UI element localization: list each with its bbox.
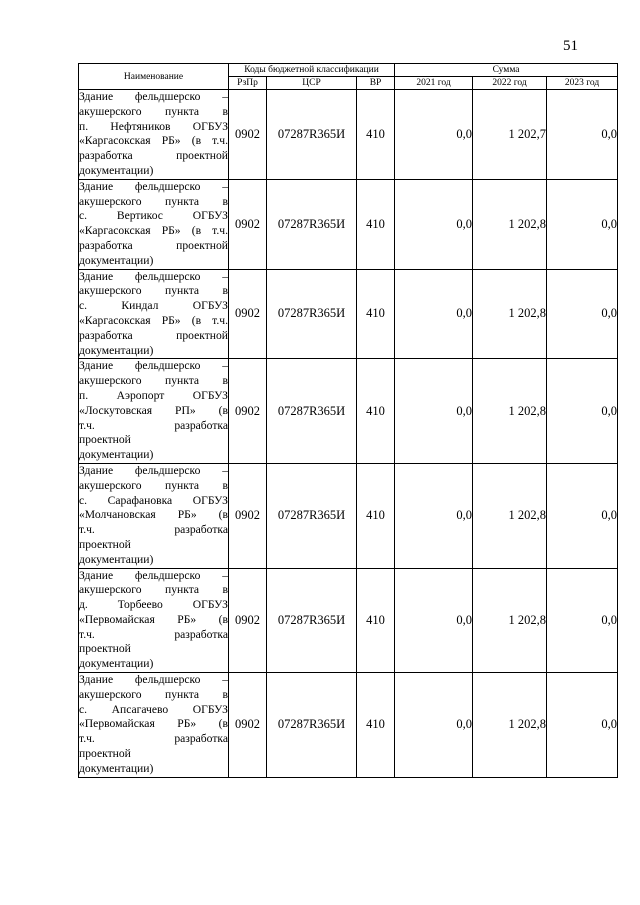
table-row [79,568,618,673]
row-name-line: п. Аэропорт ОГБУЗ [79,388,228,402]
table-row [79,90,618,180]
table-row [79,179,618,269]
row-sum-2023: 0,0 [547,568,618,673]
header-2021: 2021 год [395,77,473,90]
row-rzpr: 0902 [229,359,267,464]
row-sum-2021: 0,0 [395,179,473,269]
header-name: Наименование [79,64,229,90]
row-name-line: проектной [79,642,131,656]
row-name-line: документации) [79,448,154,462]
budget-table [78,63,618,778]
row-name-line: документации) [79,657,154,671]
row-name-line: с. Вертикос ОГБУЗ [79,209,228,223]
table-row [79,673,618,778]
table-row [79,359,618,464]
header-csr: ЦСР [267,77,357,90]
row-sum-2021: 0,0 [395,673,473,778]
row-csr: 07287R365И [267,463,357,568]
row-sum-2023: 0,0 [547,90,618,180]
row-vr: 410 [357,463,395,568]
row-sum-2022: 1 202,7 [473,90,547,180]
table-row [79,463,618,568]
page-number: 51 [563,38,578,54]
row-name-cell [79,673,229,778]
row-csr: 07287R365И [267,269,357,359]
row-name-line: разработка проектной [79,328,228,342]
row-name-line: документации) [79,253,154,267]
row-name-line: «Лоскутовская РП» (в [79,403,228,417]
row-name-line: акушерского пункта в [79,104,228,118]
row-rzpr: 0902 [229,90,267,180]
row-name-line: т.ч. разработка [79,732,228,746]
row-sum-2023: 0,0 [547,359,618,464]
row-vr: 410 [357,90,395,180]
row-sum-2022: 1 202,8 [473,179,547,269]
row-vr: 410 [357,673,395,778]
row-csr: 07287R365И [267,179,357,269]
header-rzpr: РзПр [229,77,267,90]
row-name-line: разработка проектной [79,238,228,252]
row-vr: 410 [357,568,395,673]
row-name-line: с. Киндал ОГБУЗ [79,299,228,313]
row-name-line: «Каргасокская РБ» (в т.ч. [79,134,228,148]
row-name-cell [79,568,229,673]
row-name-line: д. Торбеево ОГБУЗ [79,598,228,612]
header-2022: 2022 год [473,77,547,90]
row-name-line: проектной [79,433,131,447]
row-rzpr: 0902 [229,179,267,269]
row-name-line: проектной [79,537,131,551]
row-sum-2021: 0,0 [395,359,473,464]
row-name-line: акушерского пункта в [79,478,228,492]
row-rzpr: 0902 [229,568,267,673]
row-sum-2023: 0,0 [547,179,618,269]
row-name-line: Здание фельдшерско – [79,673,228,687]
row-name-cell [79,90,229,180]
row-name-cell [79,463,229,568]
header-codes-group: Коды бюджетной классификации [229,64,395,77]
row-name-line: «Молчановская РБ» (в [79,508,228,522]
row-csr: 07287R365И [267,90,357,180]
row-name-line: акушерского пункта в [79,583,228,597]
header-2023: 2023 год [547,77,618,90]
row-sum-2022: 1 202,8 [473,269,547,359]
row-name-line: т.ч. разработка [79,627,228,641]
row-vr: 410 [357,269,395,359]
row-name-line: разработка проектной [79,149,228,163]
row-sum-2021: 0,0 [395,90,473,180]
row-name-line: «Первомайская РБ» (в [79,717,228,731]
row-name-line: документации) [79,761,154,775]
row-csr: 07287R365И [267,359,357,464]
row-csr: 07287R365И [267,568,357,673]
row-sum-2021: 0,0 [395,463,473,568]
row-name-line: т.ч. разработка [79,418,228,432]
row-sum-2022: 1 202,8 [473,463,547,568]
header-vr: ВР [357,77,395,90]
row-vr: 410 [357,179,395,269]
row-name-line: с. Сарафановка ОГБУЗ [79,493,228,507]
row-name-line: акушерского пункта в [79,687,228,701]
row-name-cell [79,269,229,359]
row-name-line: документации) [79,552,154,566]
row-name-line: «Каргасокская РБ» (в т.ч. [79,224,228,238]
row-name-cell [79,179,229,269]
row-name-line: Здание фельдшерско – [79,179,228,193]
row-name-cell [79,359,229,464]
row-vr: 410 [357,359,395,464]
row-sum-2022: 1 202,8 [473,673,547,778]
row-name-line: «Каргасокская РБ» (в т.ч. [79,313,228,327]
row-rzpr: 0902 [229,463,267,568]
row-name-line: документации) [79,163,154,177]
row-sum-2022: 1 202,8 [473,359,547,464]
row-name-line: п. Нефтяников ОГБУЗ [79,119,228,133]
row-sum-2023: 0,0 [547,673,618,778]
row-name-line: Здание фельдшерско – [79,463,228,477]
row-csr: 07287R365И [267,673,357,778]
row-name-line: с. Апсагачево ОГБУЗ [79,702,228,716]
row-name-line: Здание фельдшерско – [79,359,228,373]
table-row [79,269,618,359]
header-sum-group: Сумма [395,64,618,77]
row-name-line: т.ч. разработка [79,523,228,537]
row-name-line: документации) [79,343,154,357]
row-name-line: акушерского пункта в [79,284,228,298]
row-sum-2022: 1 202,8 [473,568,547,673]
row-name-line: Здание фельдшерско – [79,269,228,283]
row-sum-2021: 0,0 [395,269,473,359]
row-rzpr: 0902 [229,269,267,359]
row-rzpr: 0902 [229,673,267,778]
row-name-line: акушерского пункта в [79,374,228,388]
row-name-line: проектной [79,747,131,761]
row-name-line: акушерского пункта в [79,194,228,208]
row-name-line: Здание фельдшерско – [79,568,228,582]
row-name-line: «Первомайская РБ» (в [79,612,228,626]
row-sum-2021: 0,0 [395,568,473,673]
row-sum-2023: 0,0 [547,269,618,359]
row-name-line: Здание фельдшерско – [79,90,228,103]
row-sum-2023: 0,0 [547,463,618,568]
